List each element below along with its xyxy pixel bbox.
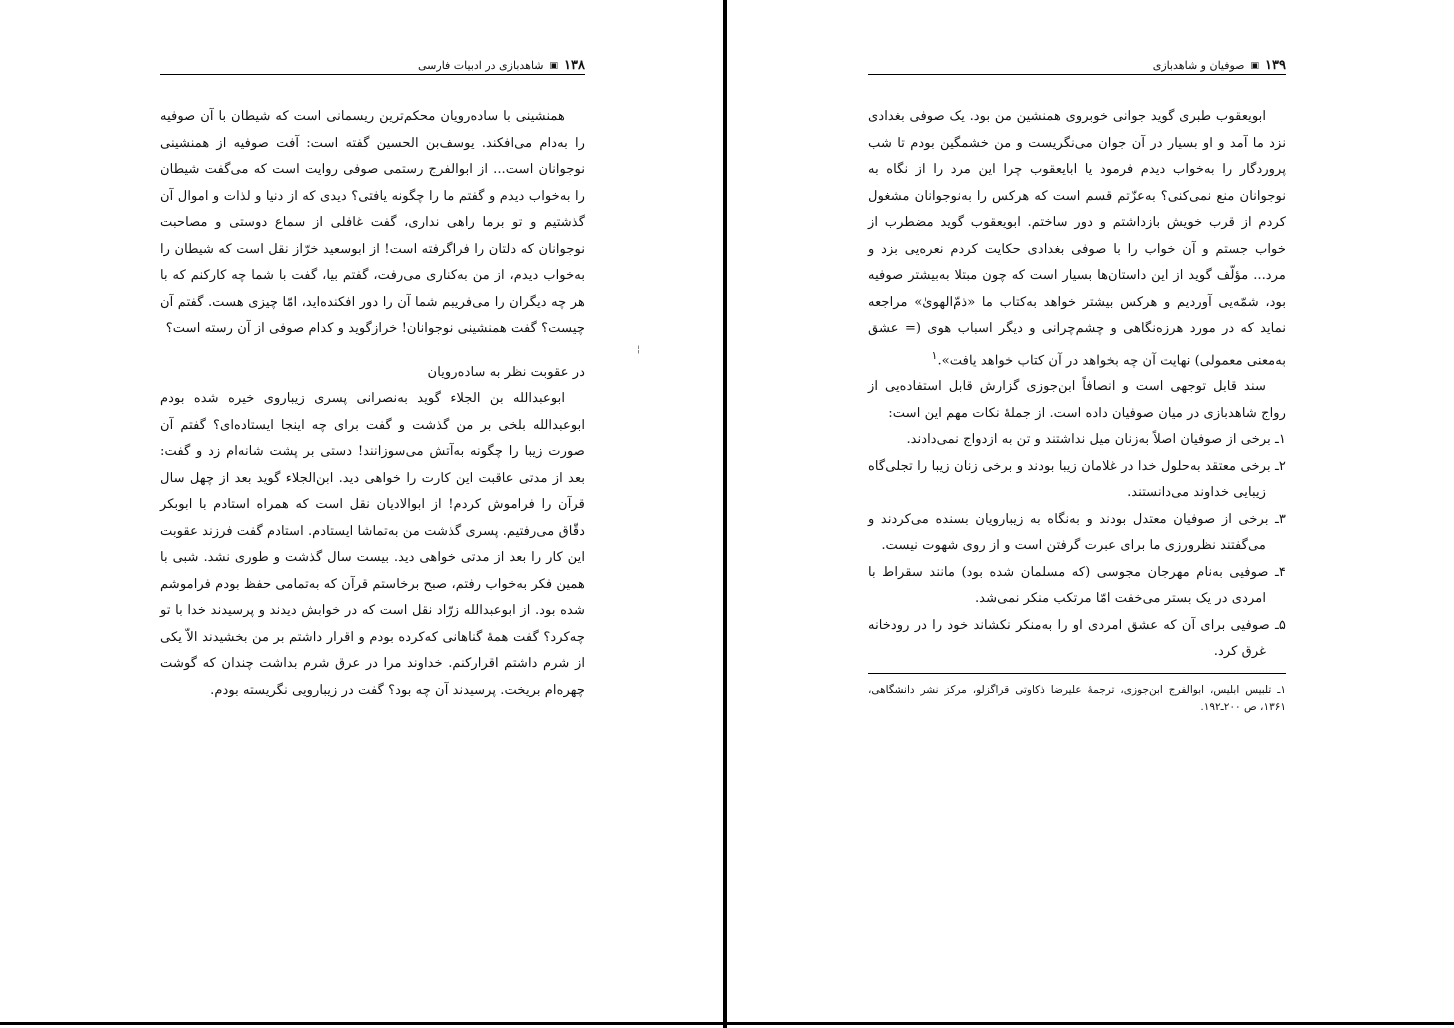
list-item: ۴ـ صوفیی به‌نام مهرجان مجوسی (که مسلمان شده بود) مانند سقراط با امردی در یک بستر می‌خفت امّا مرتکب منکر نمی‌شد. bbox=[868, 564, 1286, 607]
right-page bbox=[868, 0, 1286, 1020]
right-page-number: ۱۳۹ bbox=[1265, 58, 1286, 73]
paragraph: همنشینی با ساده‌رویان محکم‌ترین ریسمانی است که شیطان با آن صوفیه را به‌دام می‌افکند. یوسف‌بن الحسین گفته است: آفت صوفیه از همنشینی نوجوانان است... از ابوالفرج رستمی صوفی روایت است که می‌گفت شیطان را به‌خواب دیدم و گفتم ما را چگونه یافتی؟ دیدی که از دنیا و لذات و اموال آن گذشتیم و تو برما راهی نداری، گفت غافلی از سماع دوستی و مصاحبت نوجوانان که دلتان را فراگرفته است! از ابوسعید خرّاز نقل است که شیطان را به‌خواب دیدم، از من به‌کناری می‌رفت، گفتم بیا، گفت با شما چه کارکنم که با هر چه دیگران را می‌فریبم شما آن را دور افکنده‌اید، امّا چیزی هست. گفتم آن چیست؟ گفت همنشینی نوجوانان! خرازگوید و کدام صوفی از آن رسته است؟ bbox=[160, 109, 585, 336]
paragraph-text: ابویعقوب طبری گوید جوانی خوبروی همنشین من بود. یک صوفی بغدادی نزد ما آمد و او بسیار در آن جوان می‌نگریست و من خشمگین بودم تا شب پروردگار را به‌خواب دیدم فرمود یا ابایعقوب چرا این مرد را از نگاه به نوجوانان منع نمی‌کنی؟ به‌عزّتم قسم است که هرکس را به‌نوجوانان مشغول کردم از قرب خویش بازداشتم و دور ساختم. ابویعقوب گوید مضطرب از خواب جستم و آن خواب را با صوفی بغدادی حکایت کردم نعره‌یی بزد و مرد... مؤلّف گوید از این داستان‌ها بسیار است که چون مبتلا به‌بیشتر صوفیه بود، شمّه‌یی آوردیم و هرکس بیشتر خواهد به‌کتاب ما «ذمّ‌الهویٰ» مراجعه نماید که در مورد هرزه‌نگاهی و چشم‌چرانی و دیگر اسباب هوی (= عشق به‌معنی معمولی) نهایت آن چه بخواهد در آن کتاب خواهد یافت». bbox=[868, 109, 1286, 368]
list-item: ۲ـ برخی معتقد به‌حلول خدا در غلامان زیبا بودند و برخی زنان زیبا را تجلی‌گاه زیبایی خداوند می‌دانستند. bbox=[868, 458, 1286, 501]
paragraph bbox=[868, 104, 1286, 374]
bottom-edge bbox=[0, 1022, 1454, 1025]
list-item: ۳ـ برخی از صوفیان معتدل بودند و به‌نگاه به زیبارویان بسنده می‌کردند و می‌گفتند نظرورزی ما برای عبرت گرفتن است و از روی شهوت نیست. bbox=[868, 511, 1286, 554]
left-page bbox=[160, 0, 585, 1020]
paragraph: ابوعبدالله بن الجلاء گوید به‌نصرانی پسری زیباروی خیره شده بودم ابوعبدالله بلخی بر من گذشت و گفت برای چه اینجا ایستاده‌ای؟ گفتم آن صورت زیبا را چگونه به‌آتش می‌سوزانند! دستی بر پشت شانه‌ام زد و گفت: بعد از مدتی عاقبت این کارت را خواهی دید. ابن‌الجلاء گوید بعد از چهل سال قرآن را فراموش کردم! از ابوالادیان نقل است که همراه استادم با ابوبکر دقّاق می‌رفتیم. پسری گذشت من به‌تماشا ایستادم. استادم گفت فرزند عقوبت این کار را بعد از مدتی خواهی دید. بیست سال گذشت و طوری نشد. شبی با همین فکر به‌خواب رفتم، صبح برخاستم قرآن که به‌تمامی حفظ بودم فراموشم شده بود. از ابوعبدالله زرّاد نقل است که در خوابش دیدند و پرسیدند خدا با تو چه‌کرد؟ گفت همهٔ گناهانی که‌کرده بودم و اقرار داشتم بر من بخشیدند الاّ یکی از شرم داشتم اقرارکنم. خداوند مرا در عرق شرم بداشت چندان که گوشت چهره‌ام بریخت. پرسیدند آن چه بود؟ گفت در زیبارویی نگریسته بودم. bbox=[160, 391, 585, 698]
right-running-title: صوفیان و شاهدبازی bbox=[1152, 59, 1245, 72]
right-running-head bbox=[868, 58, 1286, 75]
paragraph: سند قابل توجهی است و انصافاً ابن‌جوزی گزارش قابل استفاده‌یی از رواج شاهدبازی در میان صوفیان داده است. از جملهٔ نکات مهم این است: bbox=[868, 379, 1286, 421]
separator-square-icon: ▣ bbox=[549, 61, 559, 71]
right-page-body bbox=[868, 104, 1286, 666]
left-running-head bbox=[160, 58, 585, 75]
gutter-divider bbox=[723, 0, 727, 1028]
list-item: ۵ـ صوفیی برای آن که عشق امردی او را به‌منکر نکشاند خود را در رودخانه غرق کرد. bbox=[868, 617, 1286, 660]
left-page-number: ۱۳۸ bbox=[564, 58, 585, 73]
section-subheading: در عقوبت نظر به ساده‌رویان bbox=[427, 364, 585, 380]
separator-square-icon: ▣ bbox=[1250, 61, 1260, 71]
footnote: ۱ـ تلبیس ابلیس، ابوالفرج ابن‌جوزی، ترجمهٔ علیرضا ذکاوتی قراگزلو، مرکز نشر دانشگاهی، ۱۳۶۱، ص ۲۰۰ـ۱۹۲. bbox=[868, 684, 1286, 713]
footnote-rule bbox=[868, 673, 1286, 674]
footnote-marker: ۱ bbox=[931, 348, 938, 362]
margin-mark: ¦ bbox=[637, 345, 641, 355]
left-page-body bbox=[160, 104, 585, 704]
left-running-title: شاهدبازی در ادبیات فارسی bbox=[418, 59, 544, 72]
list-item: ۱ـ برخی از صوفیان اصلاً به‌زنان میل نداشتند و تن به ازدواج نمی‌دادند. bbox=[906, 432, 1286, 448]
